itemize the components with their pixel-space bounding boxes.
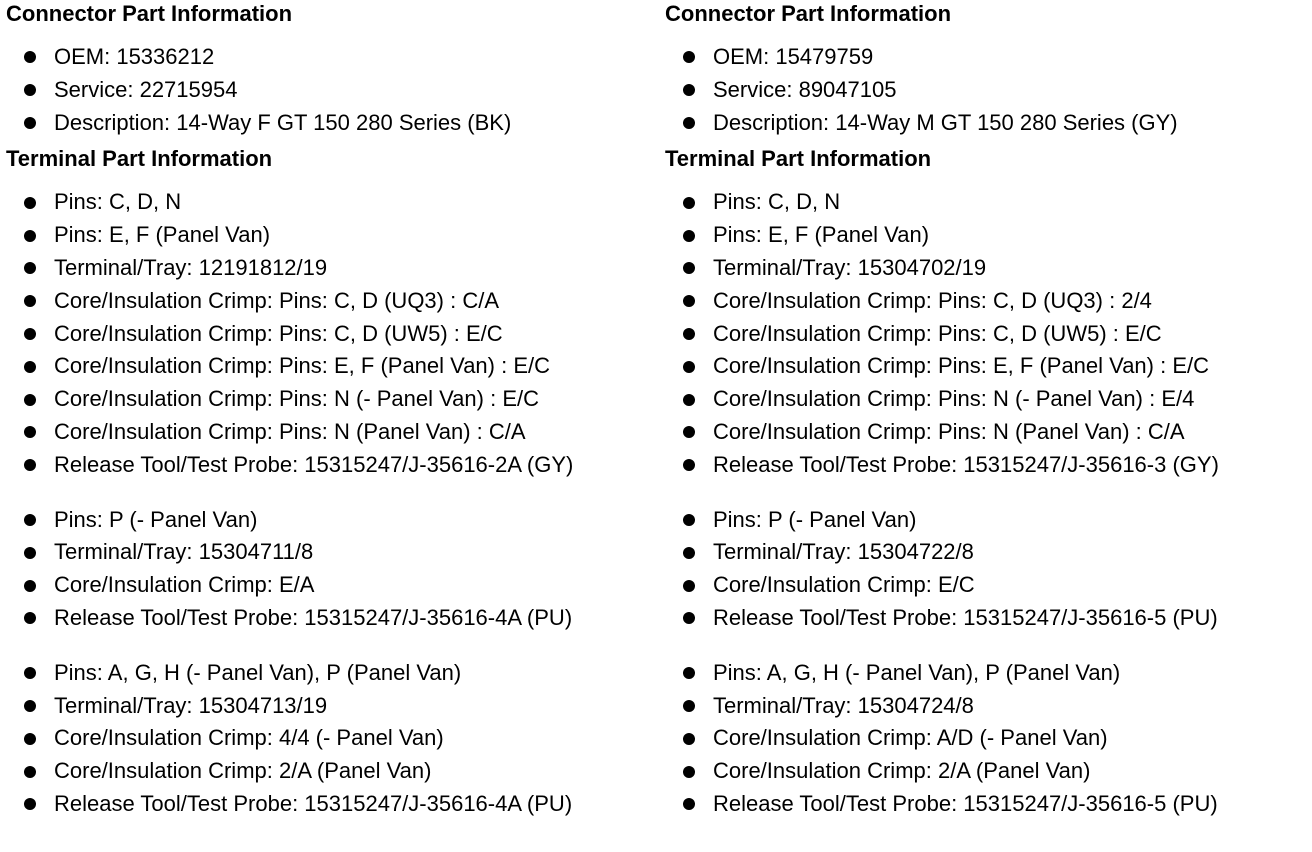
list-item xyxy=(665,536,1305,569)
terminal-group-1 xyxy=(6,186,656,481)
list-item xyxy=(6,722,656,755)
list-item xyxy=(6,285,656,318)
bullet-icon xyxy=(24,547,36,559)
list-item-text: Core/Insulation Crimp: Pins: C, D (UQ3) : 2/4 xyxy=(713,287,1152,313)
list-item-text: OEM: 15336212 xyxy=(54,44,215,69)
list-item-text: Description: 14-Way F GT 150 280 Series (BK) xyxy=(54,109,512,135)
bullet-icon xyxy=(24,426,36,438)
bullet-icon xyxy=(24,295,36,307)
list-item-text: Core/Insulation Crimp: Pins: N (- Panel Van) : E/C xyxy=(54,386,539,412)
list-item xyxy=(6,504,656,537)
list-item xyxy=(665,219,1305,252)
list-item-text: Core/Insulation Crimp: E/C xyxy=(713,572,975,598)
list-item xyxy=(6,416,656,449)
list-item xyxy=(6,536,656,569)
list-item xyxy=(665,107,1305,140)
connector-part-list xyxy=(665,41,1305,139)
list-item-text: Pins: A, G, H (- Panel Van), P (Panel Van) xyxy=(54,659,462,685)
bullet-icon xyxy=(24,766,36,778)
list-item xyxy=(665,449,1305,482)
right-connector-column xyxy=(665,0,1305,821)
list-item xyxy=(665,722,1305,755)
list-item xyxy=(6,602,656,635)
bullet-icon xyxy=(683,766,695,778)
list-item xyxy=(665,657,1305,690)
list-item-text: Core/Insulation Crimp: Pins: N (Panel Van) : C/A xyxy=(713,418,1185,444)
list-item xyxy=(6,569,656,602)
bullet-icon xyxy=(683,262,695,274)
bullet-icon xyxy=(683,197,695,209)
connector-part-list xyxy=(6,41,656,139)
list-item xyxy=(6,657,656,690)
bullet-icon xyxy=(683,361,695,373)
bullet-icon xyxy=(683,459,695,471)
list-item xyxy=(6,252,656,285)
list-item-text: Terminal/Tray: 15304724/8 xyxy=(713,692,974,718)
list-item-text: Pins: C, D, N xyxy=(713,189,841,215)
bullet-icon xyxy=(24,612,36,624)
list-item xyxy=(6,449,656,482)
list-item xyxy=(665,285,1305,318)
list-item xyxy=(6,219,656,252)
connector-part-heading: Connector Part Information xyxy=(665,1,952,26)
list-item xyxy=(665,41,1305,74)
list-item-text: Terminal/Tray: 12191812/19 xyxy=(54,254,328,280)
list-item-text: Pins: C, D, N xyxy=(54,189,182,215)
bullet-icon xyxy=(683,117,695,129)
list-item xyxy=(665,350,1305,383)
list-item-text: Core/Insulation Crimp: Pins: E, F (Panel Van) : E/C xyxy=(54,353,550,379)
list-item xyxy=(665,755,1305,788)
list-item-text: Release Tool/Test Probe: 15315247/J-35616-4A (PU) xyxy=(54,604,573,630)
bullet-icon xyxy=(24,262,36,274)
bullet-icon xyxy=(24,667,36,679)
bullet-icon xyxy=(683,295,695,307)
list-item-text: Pins: E, F (Panel Van) xyxy=(54,222,271,248)
list-item-text: Core/Insulation Crimp: Pins: E, F (Panel Van) : E/C xyxy=(713,353,1209,379)
bullet-icon xyxy=(24,514,36,526)
terminal-part-heading: Terminal Part Information xyxy=(665,146,932,172)
list-item xyxy=(665,252,1305,285)
list-item-text: Pins: E, F (Panel Van) xyxy=(713,222,930,248)
list-item xyxy=(665,602,1305,635)
list-item xyxy=(6,690,656,723)
list-item-text: OEM: 15479759 xyxy=(713,44,874,69)
bullet-icon xyxy=(683,700,695,712)
list-item-text: Release Tool/Test Probe: 15315247/J-35616-4A (PU) xyxy=(54,790,573,816)
list-item xyxy=(665,74,1305,107)
list-item-text: Core/Insulation Crimp: E/A xyxy=(54,572,315,598)
bullet-icon xyxy=(24,798,36,810)
list-item-text: Terminal/Tray: 15304722/8 xyxy=(713,539,974,565)
bullet-icon xyxy=(24,580,36,592)
bullet-icon xyxy=(24,230,36,242)
terminal-group-2 xyxy=(665,504,1305,635)
list-item-text: Service: 22715954 xyxy=(54,76,238,102)
list-item-text: Core/Insulation Crimp: 2/A (Panel Van) xyxy=(713,758,1091,784)
bullet-icon xyxy=(24,459,36,471)
list-item xyxy=(6,755,656,788)
list-item xyxy=(665,383,1305,416)
list-item-text: Pins: P (- Panel Van) xyxy=(713,506,917,532)
bullet-icon xyxy=(683,84,695,96)
list-item xyxy=(665,416,1305,449)
list-item-text: Pins: A, G, H (- Panel Van), P (Panel Van) xyxy=(713,659,1121,685)
list-item xyxy=(6,383,656,416)
list-item-text: Core/Insulation Crimp: 2/A (Panel Van) xyxy=(54,758,432,784)
list-item-text: Service: 89047105 xyxy=(713,76,897,102)
list-item-text: Core/Insulation Crimp: 4/4 (- Panel Van) xyxy=(54,725,444,751)
bullet-icon xyxy=(683,667,695,679)
connector-part-heading: Connector Part Information xyxy=(6,1,293,26)
list-item-text: Core/Insulation Crimp: Pins: C, D (UQ3) : C/A xyxy=(54,287,500,313)
bullet-icon xyxy=(24,197,36,209)
list-item-text: Core/Insulation Crimp: A/D (- Panel Van) xyxy=(713,725,1108,751)
list-item-text: Release Tool/Test Probe: 15315247/J-35616-5 (PU) xyxy=(713,790,1218,816)
bullet-icon xyxy=(683,733,695,745)
bullet-icon xyxy=(683,514,695,526)
list-item-text: Terminal/Tray: 15304711/8 xyxy=(54,539,314,565)
list-item-text: Core/Insulation Crimp: Pins: C, D (UW5) : E/C xyxy=(54,320,503,346)
list-item-text: Core/Insulation Crimp: Pins: C, D (UW5) : E/C xyxy=(713,320,1162,346)
list-item xyxy=(665,690,1305,723)
list-item xyxy=(665,504,1305,537)
list-item xyxy=(6,318,656,351)
bullet-icon xyxy=(683,612,695,624)
list-item xyxy=(6,74,656,107)
list-item xyxy=(6,788,656,821)
bullet-icon xyxy=(683,51,695,63)
bullet-icon xyxy=(683,328,695,340)
list-item-text: Terminal/Tray: 15304713/19 xyxy=(54,692,328,718)
bullet-icon xyxy=(24,733,36,745)
bullet-icon xyxy=(683,547,695,559)
terminal-part-heading: Terminal Part Information xyxy=(6,146,273,172)
bullet-icon xyxy=(24,700,36,712)
list-item-text: Core/Insulation Crimp: Pins: N (- Panel Van) : E/4 xyxy=(713,386,1195,412)
terminal-group-3 xyxy=(665,657,1305,821)
list-item-text: Description: 14-Way M GT 150 280 Series (GY) xyxy=(713,109,1178,135)
list-item xyxy=(665,186,1305,219)
terminal-group-3 xyxy=(6,657,656,821)
list-item xyxy=(6,186,656,219)
list-item-text: Release Tool/Test Probe: 15315247/J-35616-3 (GY) xyxy=(713,451,1219,477)
bullet-icon xyxy=(683,230,695,242)
bullet-icon xyxy=(24,84,36,96)
list-item xyxy=(6,41,656,74)
list-item xyxy=(6,350,656,383)
bullet-icon xyxy=(24,328,36,340)
list-item-text: Core/Insulation Crimp: Pins: N (Panel Van) : C/A xyxy=(54,418,526,444)
terminal-group-1 xyxy=(665,186,1305,481)
list-item-text: Release Tool/Test Probe: 15315247/J-35616-5 (PU) xyxy=(713,604,1218,630)
bullet-icon xyxy=(683,580,695,592)
list-item-text: Pins: P (- Panel Van) xyxy=(54,506,258,532)
bullet-icon xyxy=(24,394,36,406)
list-item-text: Terminal/Tray: 15304702/19 xyxy=(713,254,987,280)
bullet-icon xyxy=(683,394,695,406)
list-item xyxy=(6,107,656,140)
list-item-text: Release Tool/Test Probe: 15315247/J-35616-2A (GY) xyxy=(54,451,574,477)
list-item xyxy=(665,569,1305,602)
list-item xyxy=(665,318,1305,351)
bullet-icon xyxy=(24,51,36,63)
bullet-icon xyxy=(683,426,695,438)
bullet-icon xyxy=(24,117,36,129)
list-item xyxy=(665,788,1305,821)
left-connector-column xyxy=(6,0,656,821)
terminal-group-2 xyxy=(6,504,656,635)
bullet-icon xyxy=(683,798,695,810)
bullet-icon xyxy=(24,361,36,373)
